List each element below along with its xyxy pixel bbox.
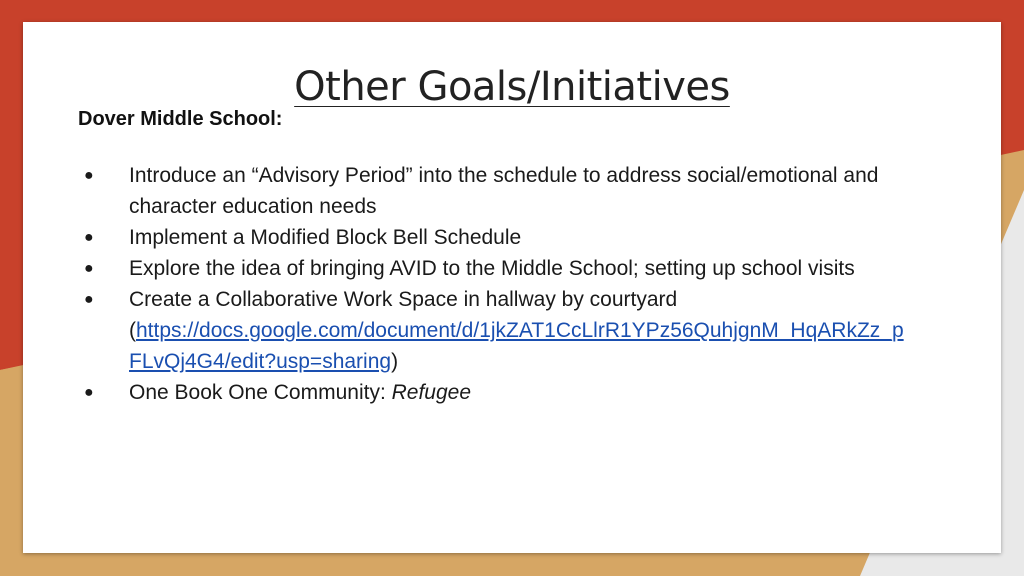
bullet-icon: ● (84, 260, 94, 277)
list-item-text: Explore the idea of bringing AVID to the Middle School; setting up school visits (129, 257, 855, 280)
slide-title: Other Goals/Initiatives (294, 64, 730, 110)
list-item (80, 377, 910, 408)
google-doc-link[interactable]: https://docs.google.com/document/d/1jkZAT1CcLlrR1YPz56QuhjgnM_HqARkZz_pFLvQj4G4/edit?usp=sharing (129, 319, 904, 373)
list-item (80, 222, 910, 253)
slide-panel (23, 22, 1001, 553)
close-paren: ) (391, 350, 399, 373)
book-title: Refugee (391, 381, 472, 404)
open-paren: ( (129, 319, 136, 342)
list-item (80, 253, 910, 284)
list-item-text: One Book One Community: (129, 381, 392, 404)
bullet-icon: ● (84, 229, 94, 246)
list-item-text: Introduce an “Advisory Period” into the schedule to address social/emotional and character education needs (129, 164, 879, 218)
list-item-text: Implement a Modified Block Bell Schedule (129, 226, 522, 249)
bullet-icon: ● (84, 167, 94, 184)
bullet-icon: ● (84, 291, 94, 308)
list-item (80, 160, 910, 222)
goals-list (80, 160, 910, 408)
slide-subtitle: Dover Middle School: (78, 108, 283, 130)
bullet-icon: ● (84, 384, 94, 401)
list-item (80, 284, 910, 377)
list-item-text: Create a Collaborative Work Space in hallway by courtyard (129, 288, 678, 311)
